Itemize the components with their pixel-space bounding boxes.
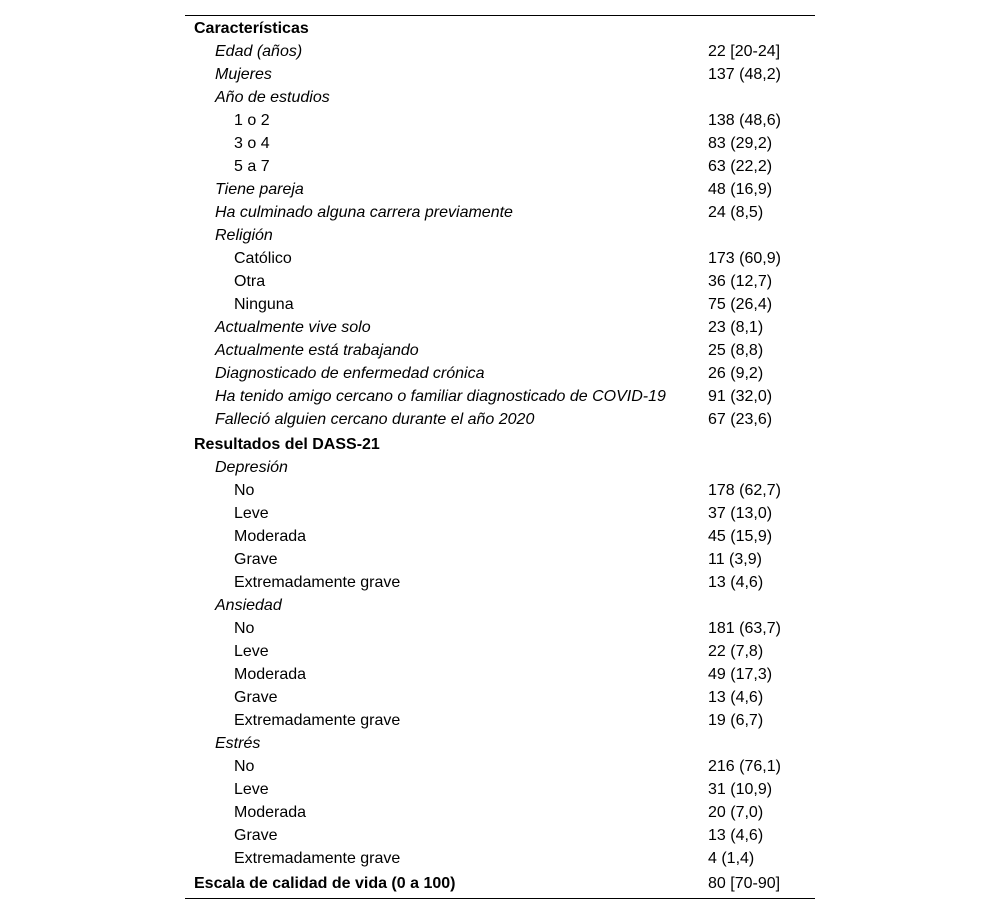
row-label: 5 a 7: [234, 158, 270, 175]
row-value: 37 (13,0): [708, 505, 773, 522]
row-value: 19 (6,7): [708, 712, 764, 729]
table-row: [185, 86, 815, 109]
characteristics-table: [185, 15, 815, 899]
row-label: No: [234, 482, 255, 499]
row-label: Grave: [234, 689, 278, 706]
row-label: No: [234, 620, 255, 637]
table-row: [185, 316, 815, 339]
table-subrow: [185, 663, 815, 686]
row-value: 13 (4,6): [708, 827, 764, 844]
row-label: Leve: [234, 505, 269, 522]
row-label: Católico: [234, 250, 292, 267]
row-label: Religión: [215, 227, 273, 244]
section-header-row: [185, 17, 815, 40]
row-label: Grave: [234, 551, 278, 568]
row-value: 25 (8,8): [708, 342, 764, 359]
row-label: Leve: [234, 781, 269, 798]
row-label: Depresión: [215, 459, 288, 476]
row-value: 49 (17,3): [708, 666, 773, 683]
row-label: Edad (años): [215, 43, 303, 60]
row-label: Moderada: [234, 528, 307, 545]
row-label: 3 o 4: [234, 135, 270, 152]
row-value: 181 (63,7): [708, 620, 781, 637]
row-label: Grave: [234, 827, 278, 844]
row-value: 63 (22,2): [708, 158, 773, 175]
row-label: Otra: [234, 273, 266, 290]
table-subrow: [185, 132, 815, 155]
row-value: 137 (48,2): [708, 66, 781, 83]
table-subrow: [185, 293, 815, 316]
table-subrow: [185, 801, 815, 824]
table-subrow: [185, 617, 815, 640]
table-subrow: [185, 778, 815, 801]
table-row: [185, 408, 815, 431]
row-value: 22 [20-24]: [708, 43, 781, 60]
row-value: 138 (48,6): [708, 112, 781, 129]
row-label: Ha culminado alguna carrera previamente: [215, 204, 513, 221]
row-label: No: [234, 758, 255, 775]
row-value: 4 (1,4): [708, 850, 755, 867]
row-value: 45 (15,9): [708, 528, 773, 545]
table-row: [185, 339, 815, 362]
table-row: [185, 732, 815, 755]
row-label: Año de estudios: [215, 89, 330, 106]
table-subrow: [185, 686, 815, 709]
section-header-row: [185, 872, 815, 895]
table-subrow: [185, 247, 815, 270]
table-subrow: [185, 847, 815, 870]
row-label: Leve: [234, 643, 269, 660]
table-subrow: [185, 640, 815, 663]
row-value: 173 (60,9): [708, 250, 781, 267]
table-subrow: [185, 824, 815, 847]
row-value: 178 (62,7): [708, 482, 781, 499]
row-label: Actualmente está trabajando: [215, 342, 419, 359]
row-label: Escala de calidad de vida (0 a 100): [194, 875, 456, 892]
table-subrow: [185, 109, 815, 132]
table-row: [185, 594, 815, 617]
table-row: [185, 385, 815, 408]
table-row: [185, 63, 815, 86]
row-value: 23 (8,1): [708, 319, 764, 336]
row-label: Diagnosticado de enfermedad crónica: [215, 365, 485, 382]
row-label: Resultados del DASS-21: [194, 436, 380, 453]
row-value: 13 (4,6): [708, 689, 764, 706]
table-row: [185, 224, 815, 247]
table-row: [185, 201, 815, 224]
section-header-row: [185, 433, 815, 456]
row-label: 1 o 2: [234, 112, 270, 129]
table-row: [185, 362, 815, 385]
table-row: [185, 456, 815, 479]
row-label: Extremadamente grave: [234, 712, 401, 729]
table-subrow: [185, 479, 815, 502]
table-subrow: [185, 548, 815, 571]
table-subrow: [185, 755, 815, 778]
row-label: Ansiedad: [215, 597, 282, 614]
row-value: 75 (26,4): [708, 296, 773, 313]
table-subrow: [185, 525, 815, 548]
table-row: [185, 40, 815, 63]
row-label: Estrés: [215, 735, 261, 752]
row-label: Ninguna: [234, 296, 294, 313]
row-value: 11 (3,9): [708, 551, 762, 568]
table-subrow: [185, 571, 815, 594]
table-row: [185, 178, 815, 201]
table-subrow: [185, 155, 815, 178]
row-label: Tiene pareja: [215, 181, 304, 198]
row-label: Ha tenido amigo cercano o familiar diagnosticado de COVID-19: [215, 388, 666, 405]
row-value: 31 (10,9): [708, 781, 773, 798]
row-value: 22 (7,8): [708, 643, 764, 660]
row-label: Extremadamente grave: [234, 850, 401, 867]
table-subrow: [185, 270, 815, 293]
row-label: Mujeres: [215, 66, 272, 83]
table-subrow: [185, 502, 815, 525]
row-value: 26 (9,2): [708, 365, 764, 382]
row-label: Extremadamente grave: [234, 574, 401, 591]
row-label: Falleció alguien cercano durante el año 2020: [215, 411, 535, 428]
row-value: 67 (23,6): [708, 411, 773, 428]
row-label: Moderada: [234, 804, 307, 821]
row-value: 48 (16,9): [708, 181, 773, 198]
row-value: 91 (32,0): [708, 388, 773, 405]
row-label: Actualmente vive solo: [215, 319, 371, 336]
row-value: 20 (7,0): [708, 804, 764, 821]
row-value: 216 (76,1): [708, 758, 781, 775]
row-value: 24 (8,5): [708, 204, 764, 221]
row-value: 13 (4,6): [708, 574, 764, 591]
table-subrow: [185, 709, 815, 732]
row-label: Moderada: [234, 666, 307, 683]
row-value: 80 [70-90]: [708, 875, 781, 892]
row-value: 36 (12,7): [708, 273, 773, 290]
row-label: Características: [194, 20, 309, 37]
row-value: 83 (29,2): [708, 135, 773, 152]
